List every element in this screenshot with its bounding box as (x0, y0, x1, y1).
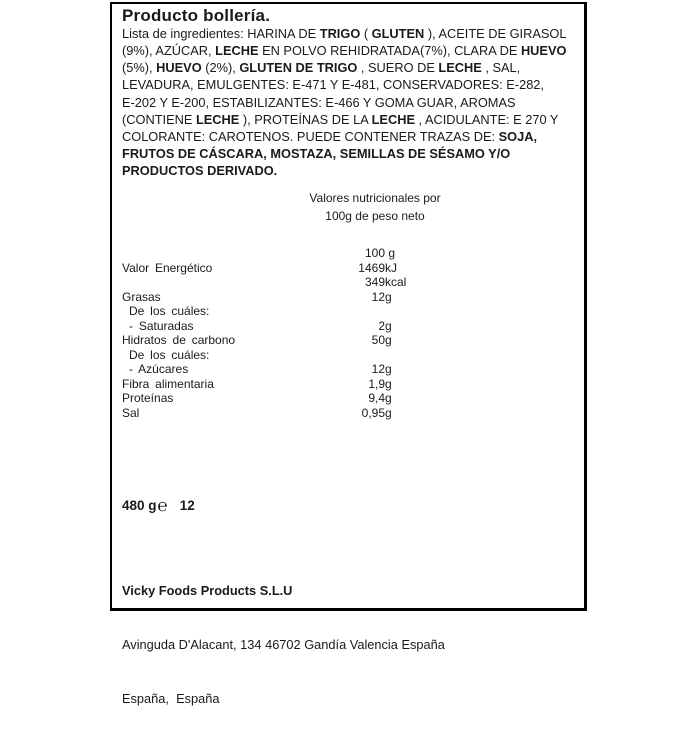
nutrient-value: 12 (371, 362, 385, 376)
product-title: Producto bollería. (122, 6, 271, 25)
ingredient-text: Lista de ingredientes: HARINA DE (122, 26, 320, 41)
nutrient-label: - Saturadas (129, 318, 194, 333)
nutrition-row (112, 304, 542, 319)
ingredient-allergen: LECHE (215, 43, 259, 59)
nutrition-row (112, 406, 542, 421)
ingredient-allergen: GLUTEN (371, 26, 425, 41)
nutrient-label: Sal (122, 405, 140, 420)
ingredients-text (122, 25, 582, 179)
ingredient-allergen: FRUTOS DE CÁSCARA, MOSTAZA, SEMILLAS DE SÉSAMO Y/O (122, 146, 511, 162)
manufacturer-address: Avinguda D'Alacant, 134 46702 Gandía Valencia España (122, 637, 445, 652)
ingredient-text: , SAL, (481, 60, 521, 76)
nutrient-unit: g (385, 289, 392, 304)
ingredient-text: LEVADURA, EMULGENTES: E-471 Y E-481, CONSERVADORES: E-282, (122, 77, 544, 93)
nutrition-row (112, 246, 542, 261)
ingredient-allergen: HUEVO (520, 43, 567, 59)
ingredient-text: (5%), (122, 60, 157, 76)
nutrient-value: 50 (371, 333, 385, 347)
net-weight-row (122, 497, 195, 514)
nutrition-row (112, 261, 542, 276)
nutrient-label: Valor Energético (122, 260, 213, 275)
units-per-pack: 12 (179, 498, 195, 513)
nutrient-unit: g (385, 405, 392, 420)
ingredient-allergen: GLUTEN DE TRIGO (239, 60, 358, 76)
nutrition-row (112, 333, 542, 348)
nutrient-value: 2 (378, 318, 385, 333)
manufacturer-country: España, España (122, 691, 220, 706)
nutrient-label: De los cuáles: (129, 304, 210, 318)
nutrient-label: De los cuáles: (129, 347, 210, 362)
ingredient-text: ( (360, 26, 372, 41)
ingredient-allergen: PRODUCTOS DERIVADO. (122, 163, 278, 179)
nutrient-unit: kcal (385, 275, 407, 289)
ingredient-allergen: LECHE (195, 111, 240, 127)
nutrient-unit: g (385, 333, 392, 347)
ingredient-text: (9%), AZÚCAR, (122, 43, 216, 59)
nutrient-unit: g (385, 376, 392, 391)
ingredient-text: ), ACEITE DE GIRASOL (424, 26, 567, 41)
nutrient-unit: g (385, 318, 392, 333)
ingredient-text: (CONTIENE (122, 111, 196, 127)
estimated-sign-icon: ℮ (157, 496, 168, 515)
nutrient-label: Fibra alimentaria (122, 376, 214, 391)
manufacturer-name: Vicky Foods Products S.L.U (122, 583, 293, 598)
ingredient-text: ), PROTEÍNAS DE LA (239, 111, 372, 127)
nutrient-value: 100 (364, 246, 385, 260)
ingredient-allergen: LECHE (438, 60, 482, 76)
nutrient-value: 12 (371, 289, 385, 304)
nutrition-row (112, 391, 542, 406)
ingredient-allergen: HUEVO (156, 60, 202, 76)
ingredient-text: , SUERO DE (357, 60, 439, 76)
nutrient-value: 0,95 (361, 405, 385, 420)
nutrient-label: Grasas (122, 289, 161, 304)
nutrition-heading-line2: 100g de peso neto (325, 208, 425, 223)
nutrient-value: 349 (364, 275, 385, 289)
nutrition-row (112, 319, 542, 334)
net-weight-value: 480 g (122, 498, 157, 513)
nutrient-value: 1,9 (368, 376, 385, 391)
ingredient-allergen: LECHE (371, 111, 415, 127)
nutrient-unit: g (385, 391, 392, 405)
nutrition-row (112, 377, 542, 392)
nutrient-unit: kJ (385, 260, 397, 275)
nutrient-value: 1469 (358, 260, 385, 275)
nutrition-row (112, 362, 542, 377)
ingredient-allergen: SOJA, (498, 128, 538, 144)
nutrition-heading-line1: Valores nutricionales por (309, 191, 441, 205)
nutrient-unit: g (385, 246, 396, 260)
product-label-box (110, 2, 587, 706)
ingredient-text: (2%), (201, 60, 240, 76)
nutrient-label: Hidratos de carbono (122, 333, 236, 347)
nutrition-heading (250, 190, 500, 225)
ingredient-text: E-202 Y E-200, ESTABILIZANTES: E-466 Y GOMA GUAR, AROMAS (122, 94, 516, 110)
ingredient-text: , ACIDULANTE: E 270 Y (414, 111, 559, 127)
nutrition-row (112, 290, 542, 305)
ingredient-text: COLORANTE: CAROTENOS. PUEDE CONTENER TRAZAS DE: (122, 128, 499, 144)
ingredient-allergen: TRIGO (319, 26, 361, 41)
nutrition-row (112, 348, 542, 363)
manufacturer-block (122, 546, 445, 744)
nutrient-label: - Azúcares (129, 362, 189, 376)
nutrient-value: 9,4 (368, 391, 385, 405)
nutrition-table (112, 246, 542, 420)
nutrient-unit: g (385, 362, 392, 376)
nutrition-row (112, 275, 542, 290)
ingredient-text: EN POLVO REHIDRATADA(7%), CLARA DE (258, 43, 521, 59)
nutrient-label: Proteínas (122, 391, 174, 405)
